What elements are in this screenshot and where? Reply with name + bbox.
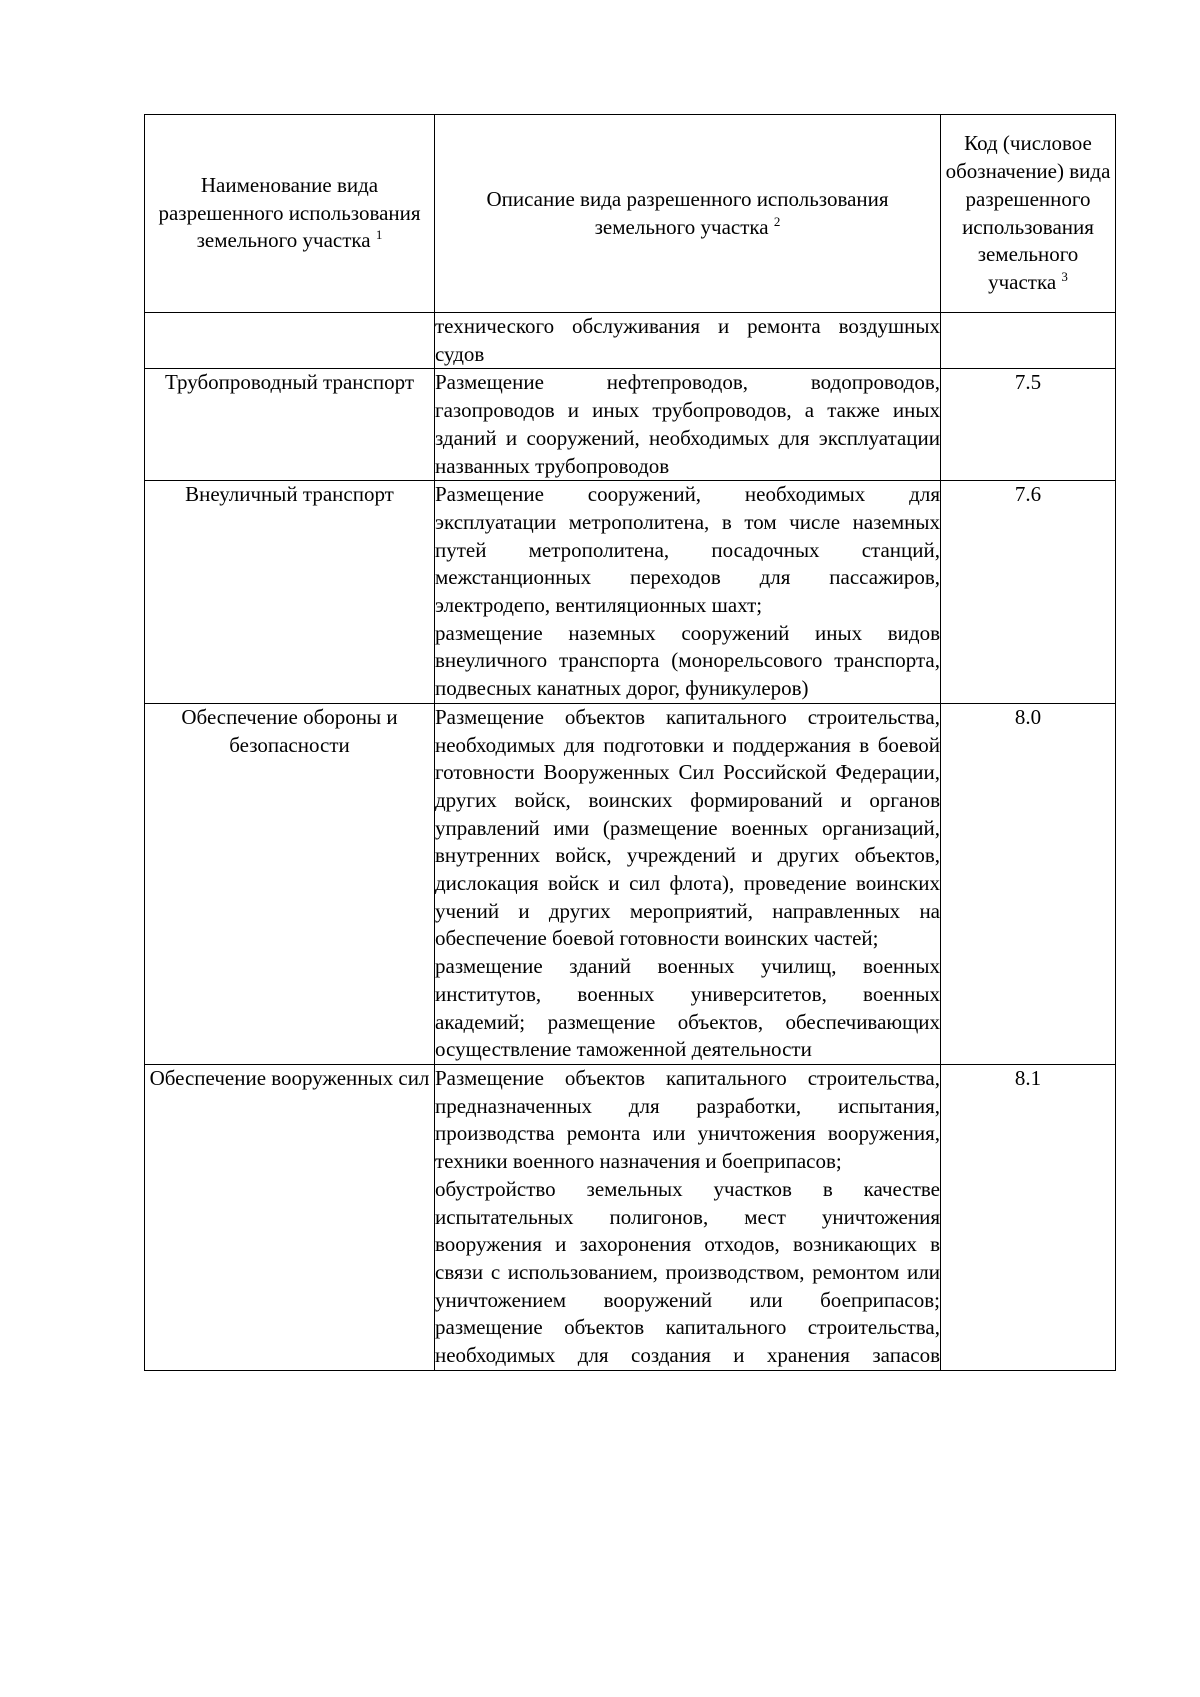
row-description	[435, 369, 941, 481]
row-description	[435, 1064, 941, 1370]
header-name-text: Наименование вида разрешенного использования земельного участка	[158, 172, 421, 253]
table-row	[145, 369, 1116, 481]
header-code-footnote: 3	[1061, 268, 1068, 284]
row-code: 7.5	[941, 369, 1116, 481]
row-name: Внеуличный транспорт	[145, 481, 435, 704]
description-paragraph: Размещение сооружений, необходимых для эксплуатации метрополитена, в том числе наземных путей метрополитена, посадочных станций, межстанционных переходов для пассажиров, электродепо, вентиляционных шахт;	[435, 482, 940, 618]
land-use-table	[144, 114, 1116, 1371]
header-description-footnote: 2	[773, 213, 781, 229]
row-name: Обеспечение вооруженных сил	[145, 1064, 435, 1370]
description-paragraph: размещение наземных сооружений иных видов внеуличного транспорта (монорельсового транспорта, подвесных канатных дорог, фуникулеров)	[435, 620, 940, 701]
header-name-footnote: 1	[375, 227, 383, 243]
header-name	[145, 115, 435, 313]
description-paragraph: Размещение нефтепроводов, водопроводов, газопроводов и иных трубопроводов, а также иных зданий и сооружений, необходимых для эксплуатации названных трубопроводов	[435, 370, 940, 478]
row-code: 8.0	[941, 703, 1116, 1064]
description-paragraph: Размещение объектов капитального строительства, предназначенных для разработки, испытания, производства ремонта или уничтожения вооружения, техники военного назначения и боеприпасов;	[435, 1065, 940, 1174]
row-code: 8.1	[941, 1064, 1116, 1370]
description-paragraph: Размещение объектов капитального строительства, необходимых для подготовки и поддержания в боевой готовности Вооруженных Сил Российской Федерации, других войск, воинских формирований и органов управлений ими (размещение военных организаций, внутренних войск, учреждений и других объектов, дислокация войск и сил флота), проведение воинских учений и других мероприятий, направленных на обеспечение боевой готовности воинских частей;	[435, 704, 940, 951]
row-description	[435, 481, 941, 704]
row-code	[941, 313, 1116, 369]
row-name: Трубопроводный транспорт	[145, 369, 435, 481]
table-row	[145, 1064, 1116, 1370]
row-description	[435, 313, 941, 369]
row-description	[435, 703, 941, 1064]
row-name: Обеспечение обороны и безопасности	[145, 703, 435, 1064]
row-name	[145, 313, 435, 369]
table-row	[145, 313, 1116, 369]
header-description	[435, 115, 941, 313]
table-row	[145, 481, 1116, 704]
description-paragraph: обустройство земельных участков в качестве испытательных полигонов, мест уничтожения вооружения и захоронения отходов, возникающих в связи с использованием, производством, ремонтом или уничтожением вооружений или боеприпасов; размещение объектов капитального строительства, необходимых для создания и хранения запасов	[435, 1176, 940, 1368]
table-header-row	[145, 115, 1116, 313]
header-code	[941, 115, 1116, 313]
header-description-text: Описание вида разрешенного использования земельного участка	[486, 186, 889, 239]
row-code: 7.6	[941, 481, 1116, 704]
table-row	[145, 703, 1116, 1064]
description-paragraph: технического обслуживания и ремонта воздушных судов	[435, 314, 940, 366]
description-paragraph: размещение зданий военных училищ, военных институтов, военных университетов, военных академий; размещение объектов, обеспечивающих осуществление таможенной деятельности	[435, 954, 940, 1062]
header-code-text: Код (числовое обозначение) вида разрешенного использования земельного участка	[945, 131, 1111, 294]
